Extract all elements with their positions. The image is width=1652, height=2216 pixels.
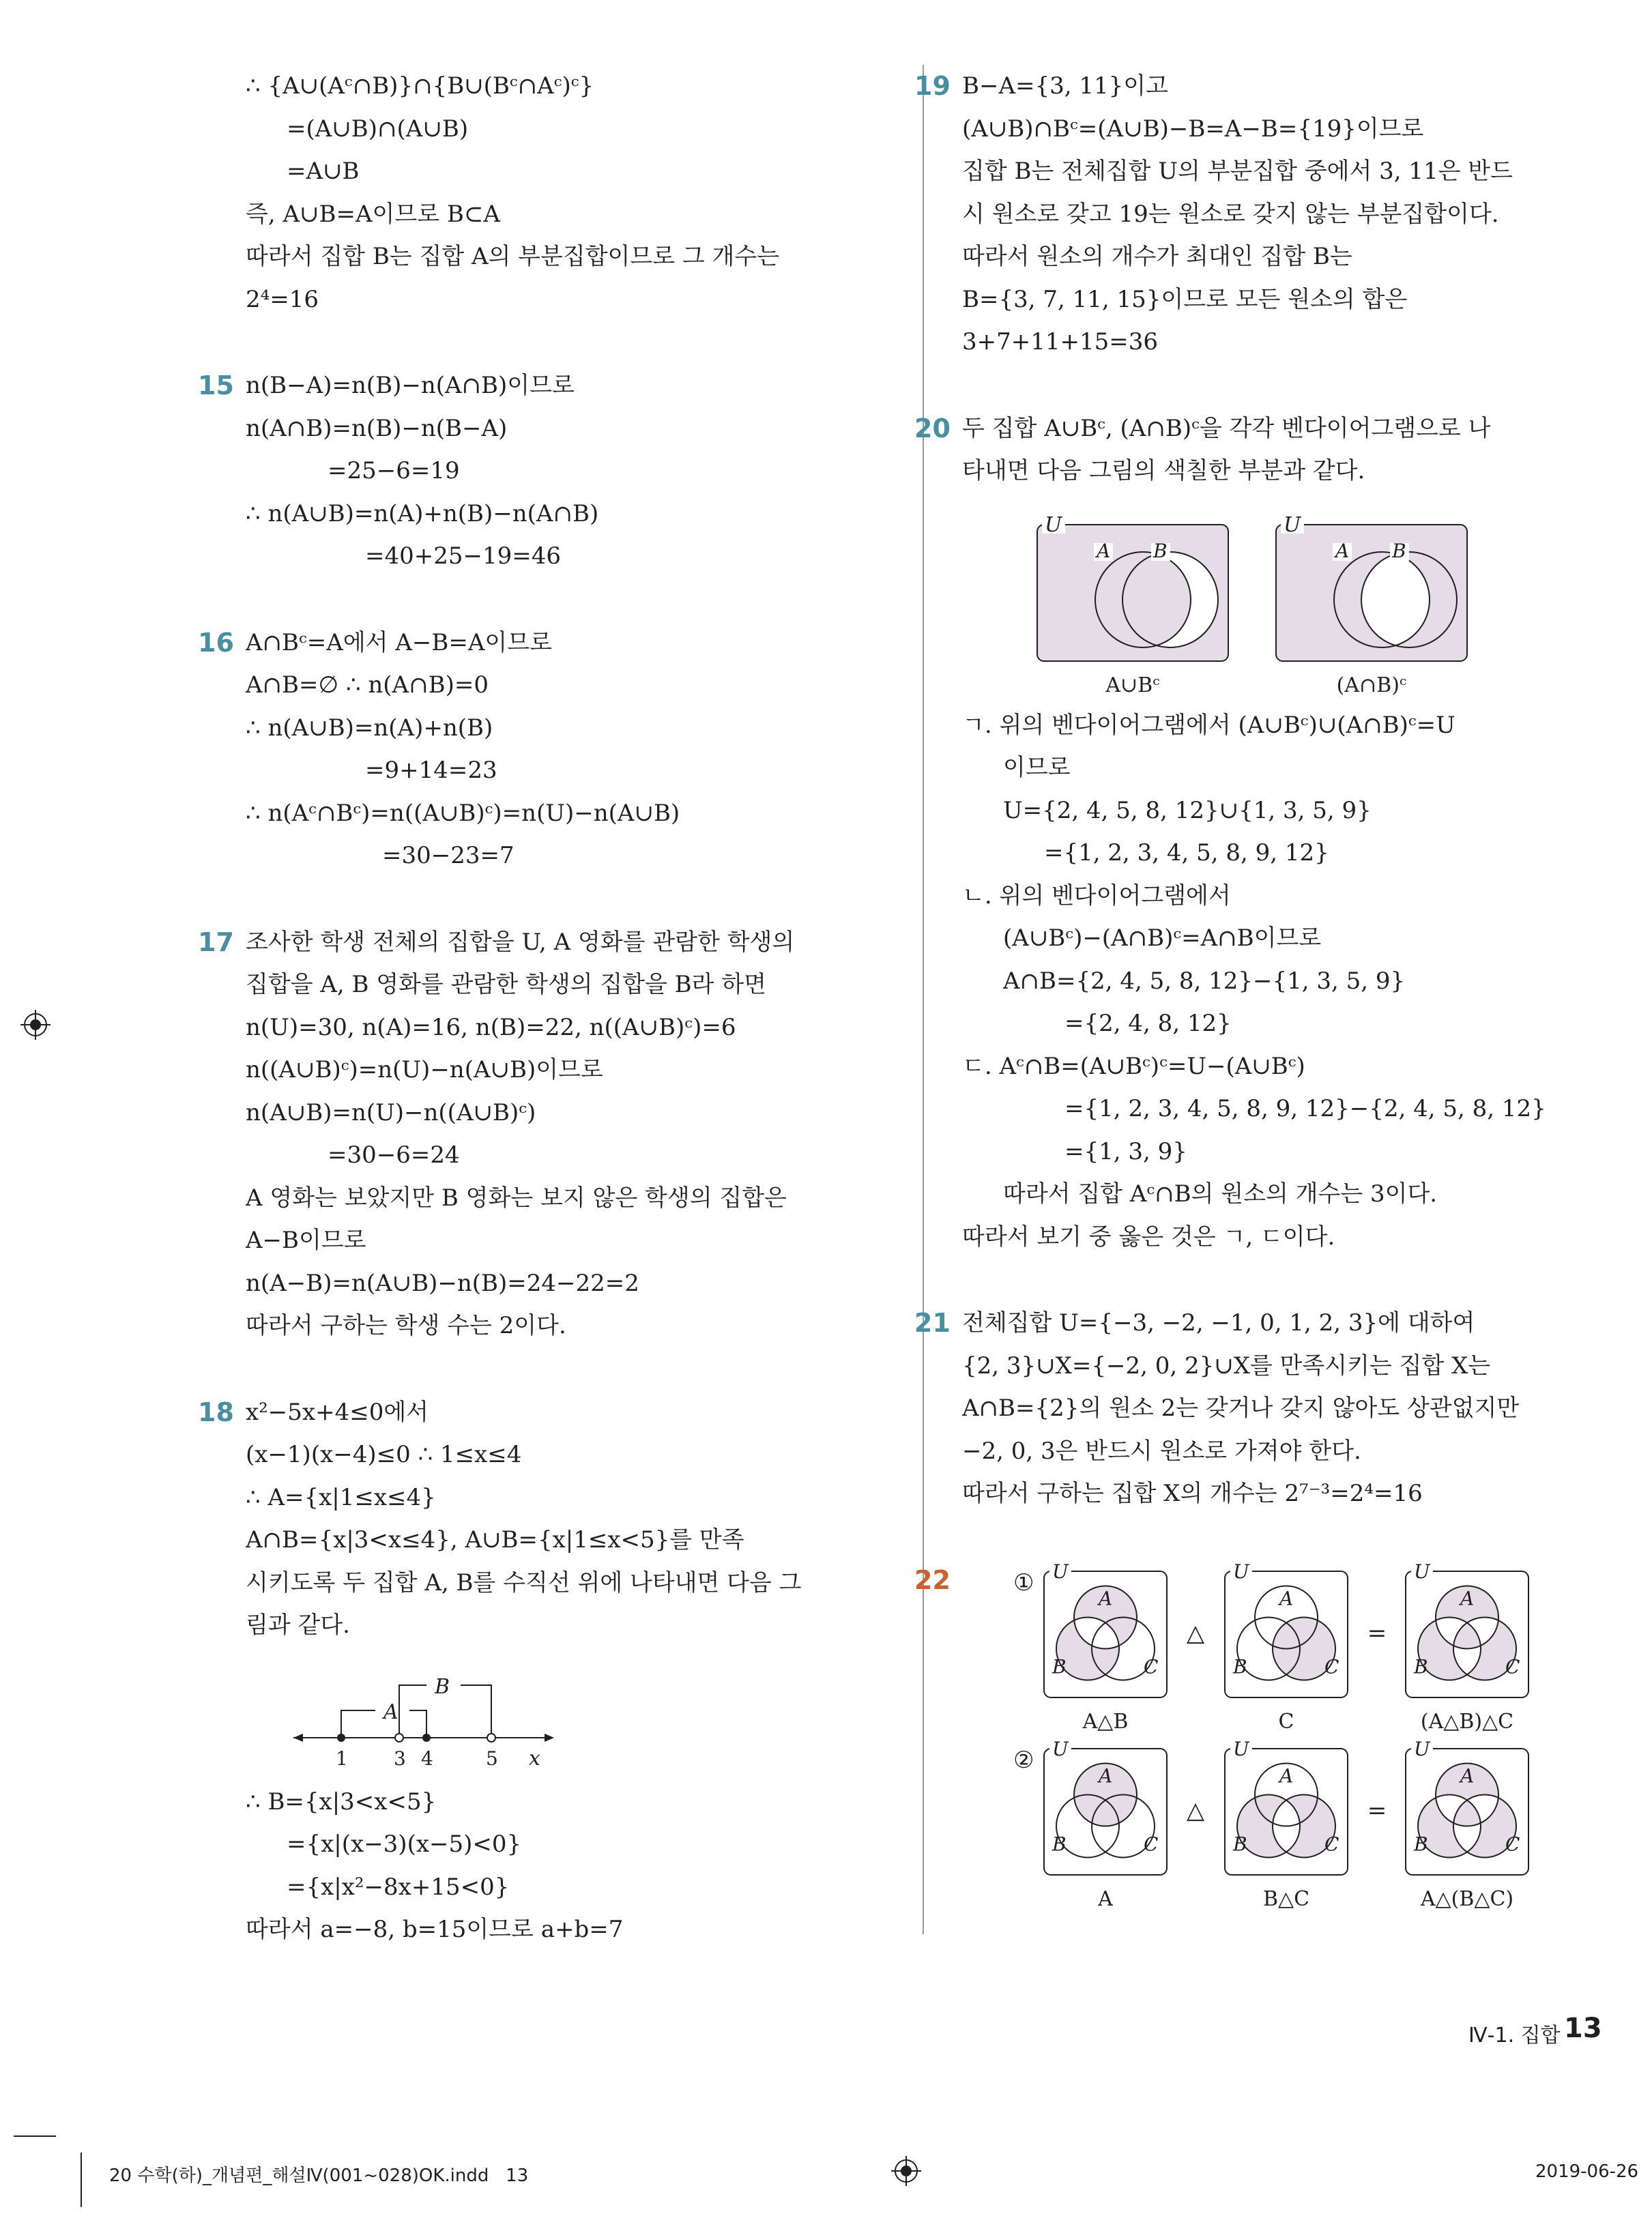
text-line: A∩B=∅ ∴ n(A∩B)=0 <box>246 671 489 699</box>
text-line: 따라서 집합 B는 집합 A의 부분집합이므로 그 개수는 <box>246 243 780 270</box>
caption: B△C <box>1262 1886 1310 1911</box>
caption: A△(B△C) <box>1420 1886 1514 1911</box>
text-line: ={1, 2, 3, 4, 5, 8, 9, 12} <box>1044 839 1329 866</box>
set-b-label: B <box>1153 539 1168 562</box>
axis-left-arrow <box>293 1734 303 1742</box>
text-line: A∩B={2, 4, 5, 8, 12}−{1, 3, 5, 9} <box>1003 967 1406 995</box>
set-a-label: A <box>1279 1764 1294 1787</box>
set-b-label: B <box>1414 1655 1428 1678</box>
set-b-label: B <box>1233 1655 1247 1678</box>
text-line: ∴ n(Aᶜ∩Bᶜ)=n((A∪B)ᶜ)=n(U)−n(A∪B) <box>246 799 680 827</box>
text-line: ㄱ. 위의 벤다이어그램에서 (A∪Bᶜ)∪(A∩B)ᶜ=U <box>962 711 1455 739</box>
text-line: ={x|x²−8x+15<0} <box>287 1873 510 1901</box>
operator-symbol: △ <box>1186 1796 1205 1824</box>
set-c-label: C <box>1144 1655 1159 1678</box>
text-line: ={1, 2, 3, 4, 5, 8, 9, 12}−{2, 4, 5, 8, 12} <box>1064 1095 1546 1122</box>
venn-22-row2-3 <box>1406 1738 1528 1911</box>
problem-22 <box>914 1559 1604 1914</box>
left-column <box>198 65 887 1995</box>
closed-dot-1 <box>337 1734 345 1742</box>
text-line: 따라서 구하는 학생 수는 2이다. <box>246 1312 566 1339</box>
registration-mark-icon <box>20 1010 50 1040</box>
text-line: 따라서 a=−8, b=15이므로 a+b=7 <box>246 1916 624 1943</box>
text-line: ={2, 4, 8, 12} <box>1064 1010 1232 1037</box>
problem-number: 15 <box>198 370 234 400</box>
text-line: ∴ n(A∪B)=n(A)+n(B) <box>246 714 493 742</box>
universe-label: U <box>1052 1737 1069 1760</box>
axis-x-label: x <box>529 1746 540 1770</box>
caption: A△B <box>1082 1709 1129 1734</box>
operator-symbol: △ <box>1186 1619 1205 1647</box>
crop-mark <box>81 2153 82 2207</box>
text-line: ={x|(x−3)(x−5)<0} <box>287 1831 522 1858</box>
set-b-label: B <box>1233 1833 1247 1855</box>
text-line: 시 원소로 갖고 19는 원소로 갖지 않는 부분집합이다. <box>962 200 1499 228</box>
text-line: ∴ B={x|3<x<5} <box>246 1788 437 1816</box>
file-slug: 20 수학(하)_개념편_해설Ⅳ(001~028)OK.indd 13 <box>109 2166 529 2186</box>
problem-19 <box>914 65 1604 364</box>
set-c-label: C <box>1144 1833 1159 1855</box>
text-line: =A∪B <box>287 158 360 185</box>
set-a-label: A <box>1279 1587 1294 1609</box>
section-label: Ⅳ-1. 집합 <box>1468 2024 1561 2047</box>
text-line: 집합 B는 전체집합 U의 부분집합 중에서 3, 11은 반드 <box>962 158 1513 185</box>
set-b-label: B <box>1392 539 1406 562</box>
text-line: ∴ n(A∪B)=n(A)+n(B)−n(A∩B) <box>246 499 599 527</box>
problem-14-continued <box>246 65 887 321</box>
right-column <box>914 65 1604 1957</box>
equals-symbol: = <box>1367 1619 1387 1647</box>
column-divider <box>923 65 924 1934</box>
text-line: =25−6=19 <box>328 457 460 484</box>
problem-number: 21 <box>914 1308 951 1338</box>
set-a-label: A <box>1335 539 1350 562</box>
set-a-label: A <box>383 1700 398 1724</box>
problem-number: 22 <box>914 1564 951 1595</box>
problem-number: 16 <box>198 627 234 658</box>
closed-dot-4 <box>422 1734 431 1742</box>
universe-label: U <box>1284 512 1301 537</box>
print-date: 2019-06-26 <box>1535 2161 1639 2182</box>
text-line: A∩B={2}의 원소 2는 갖거나 갖지 않아도 상관없지만 <box>962 1395 1520 1422</box>
text-line: 2⁴=16 <box>246 285 319 313</box>
set-a-label: A <box>1460 1587 1475 1609</box>
universe-label: U <box>1414 1737 1430 1760</box>
venn-22-row2-1 <box>1044 1738 1167 1911</box>
venn-22-row1-1 <box>1044 1560 1167 1734</box>
text-line: ={1, 3, 9} <box>1064 1137 1187 1165</box>
set-b-bracket-left <box>399 1685 426 1738</box>
set-b-label: B <box>435 1674 450 1699</box>
crop-mark <box>14 2135 56 2137</box>
caption: C <box>1278 1709 1294 1734</box>
set-a-label: A <box>1099 1764 1113 1787</box>
problem-17 <box>198 921 887 1347</box>
text-line: 따라서 구하는 집합 X의 개수는 2⁷⁻³=2⁴=16 <box>962 1480 1423 1507</box>
text-line: {2, 3}∪X={−2, 0, 2}∪X를 만족시키는 집합 X는 <box>962 1352 1491 1380</box>
universe-label: U <box>1233 1737 1249 1760</box>
text-line: A∩B={x|3<x≤4}, A∪B={x|1≤x<5}를 만족 <box>246 1526 744 1554</box>
tick-label: 4 <box>421 1747 433 1770</box>
text-line: =30−23=7 <box>382 842 515 869</box>
text-line: =9+14=23 <box>365 757 497 784</box>
text-line: n(U)=30, n(A)=16, n(B)=22, n((A∪B)ᶜ)=6 <box>246 1013 736 1041</box>
text-line: (x−1)(x−4)≤0 ∴ 1≤x≤4 <box>246 1441 522 1468</box>
text-line: x²−5x+4≤0에서 <box>246 1398 429 1426</box>
choice-mark: ① <box>1013 1569 1034 1597</box>
text-line: ∴ A={x|1≤x≤4} <box>246 1483 436 1511</box>
text-line: U={2, 4, 5, 8, 12}∪{1, 3, 5, 9} <box>1003 796 1372 824</box>
problem-16 <box>198 622 887 877</box>
universe-label: U <box>1045 512 1062 537</box>
universe-label: U <box>1233 1560 1249 1583</box>
text-line: 집합을 A, B 영화를 관람한 학생의 집합을 B라 하면 <box>246 971 766 998</box>
problem-number: 17 <box>198 927 234 957</box>
text-line: n((A∪B)ᶜ)=n(U)−n(A∪B)이므로 <box>246 1056 603 1083</box>
caption: (A△B)△C <box>1420 1709 1514 1734</box>
text-line: (A∪B)∩Bᶜ=(A∪B)−B=A−B={19}이므로 <box>962 115 1424 143</box>
text-line: 따라서 보기 중 옳은 것은 ㄱ, ㄷ이다. <box>962 1223 1335 1251</box>
text-line: ㄷ. Aᶜ∩B=(A∪Bᶜ)ᶜ=U−(A∪Bᶜ) <box>962 1052 1305 1080</box>
problem-20 <box>914 407 1604 1259</box>
set-b-bracket-right <box>461 1685 491 1738</box>
text-line: 이므로 <box>1003 754 1071 781</box>
tick-label: 3 <box>394 1747 406 1770</box>
text-line: 따라서 집합 Aᶜ∩B의 원소의 개수는 3이다. <box>1003 1180 1438 1208</box>
text-line: B−A={3, 11}이고 <box>962 72 1168 100</box>
text-line: 타내면 다음 그림의 색칠한 부분과 같다. <box>962 457 1365 484</box>
set-b-label: B <box>1052 1655 1067 1678</box>
set-a-bracket-left <box>341 1710 375 1738</box>
problem-number: 19 <box>914 71 951 101</box>
problem-15 <box>198 364 887 578</box>
set-a-bracket-right <box>409 1710 426 1738</box>
text-line: n(A−B)=n(A∪B)−n(B)=24−22=2 <box>246 1269 639 1297</box>
venn-a-intersect-b-complement <box>1276 513 1467 697</box>
set-c-label: C <box>1324 1655 1339 1678</box>
problem-18 <box>198 1391 887 1951</box>
text-line: A 영화는 보았지만 B 영화는 보지 않은 학생의 집합은 <box>246 1184 787 1212</box>
caption: (A∩B)ᶜ <box>1336 673 1407 697</box>
venn-22-row1-3 <box>1406 1560 1528 1734</box>
set-b-label: B <box>1052 1833 1067 1855</box>
venn-22-row1-2 <box>1225 1560 1348 1734</box>
text-line: ∴ {A∪(Aᶜ∩B)}∩{B∪(Bᶜ∩Aᶜ)ᶜ} <box>246 72 594 100</box>
text-line: 즉, A∪B=A이므로 B⊂A <box>246 200 500 228</box>
text-line: n(A∪B)=n(U)−n((A∪B)ᶜ) <box>246 1098 536 1126</box>
text-line: =(A∪B)∩(A∪B) <box>287 115 469 143</box>
text-line: −2, 0, 3은 반드시 원소로 가져야 한다. <box>962 1437 1361 1465</box>
text-line: 따라서 원소의 개수가 최대인 집합 B는 <box>962 243 1352 270</box>
text-line: 시키도록 두 집합 A, B를 수직선 위에 나타내면 다음 그 <box>246 1569 802 1597</box>
text-line: 조사한 학생 전체의 집합을 U, A 영화를 관람한 학생의 <box>246 928 795 956</box>
axis-right-arrow <box>545 1734 554 1742</box>
venn-22-row2-2 <box>1225 1738 1348 1911</box>
set-a-label: A <box>1099 1587 1113 1609</box>
set-a-label: A <box>1097 539 1111 562</box>
text-line: 두 집합 A∪Bᶜ, (A∩B)ᶜ을 각각 벤다이어그램으로 나 <box>962 414 1491 442</box>
problem-number: 18 <box>198 1397 234 1427</box>
text-line: 림과 같다. <box>246 1612 350 1639</box>
set-c-label: C <box>1324 1833 1339 1855</box>
text-line: 3+7+11+15=36 <box>962 328 1159 355</box>
text-line: 전체집합 U={−3, −2, −1, 0, 1, 2, 3}에 대하여 <box>962 1309 1475 1337</box>
set-c-label: C <box>1505 1655 1520 1678</box>
text-line: =40+25−19=46 <box>365 542 562 570</box>
venn-diagrams-22 <box>962 1559 1563 1914</box>
open-dot-3 <box>395 1734 403 1742</box>
universe-label: U <box>1414 1560 1430 1583</box>
text-line: B={3, 7, 11, 15}이므로 모든 원소의 합은 <box>962 285 1408 313</box>
venn-a-union-b-complement <box>1037 513 1228 697</box>
text-line: n(B−A)=n(B)−n(A∩B)이므로 <box>246 372 575 399</box>
choice-mark: ② <box>1013 1746 1034 1774</box>
registration-mark-icon <box>891 2156 921 2186</box>
equals-symbol: = <box>1367 1796 1387 1824</box>
caption: A∪Bᶜ <box>1105 673 1160 697</box>
page-number: 13 <box>1564 2013 1602 2044</box>
problem-number: 20 <box>914 413 951 443</box>
set-a-label: A <box>1460 1764 1475 1787</box>
universe-label: U <box>1052 1560 1069 1583</box>
tick-label: 1 <box>336 1747 348 1770</box>
text-line: (A∪Bᶜ)−(A∩B)ᶜ=A∩B이므로 <box>1003 924 1322 952</box>
set-c-label: C <box>1505 1833 1520 1855</box>
set-b-label: B <box>1414 1833 1428 1855</box>
venn-diagrams-20 <box>1034 501 1525 699</box>
text-line: A∩Bᶜ=A에서 A−B=A이므로 <box>246 628 552 656</box>
text-line: =30−6=24 <box>328 1141 460 1169</box>
problem-21 <box>914 1302 1604 1515</box>
text-line: ㄴ. 위의 벤다이어그램에서 <box>962 881 1231 909</box>
tick-label: 5 <box>486 1747 498 1770</box>
caption: A <box>1098 1886 1113 1911</box>
open-dot-5 <box>487 1734 495 1742</box>
text-line: A−B이므로 <box>246 1227 366 1254</box>
text-line: n(A∩B)=n(B)−n(B−A) <box>246 414 508 442</box>
number-line-figure <box>293 1659 580 1775</box>
